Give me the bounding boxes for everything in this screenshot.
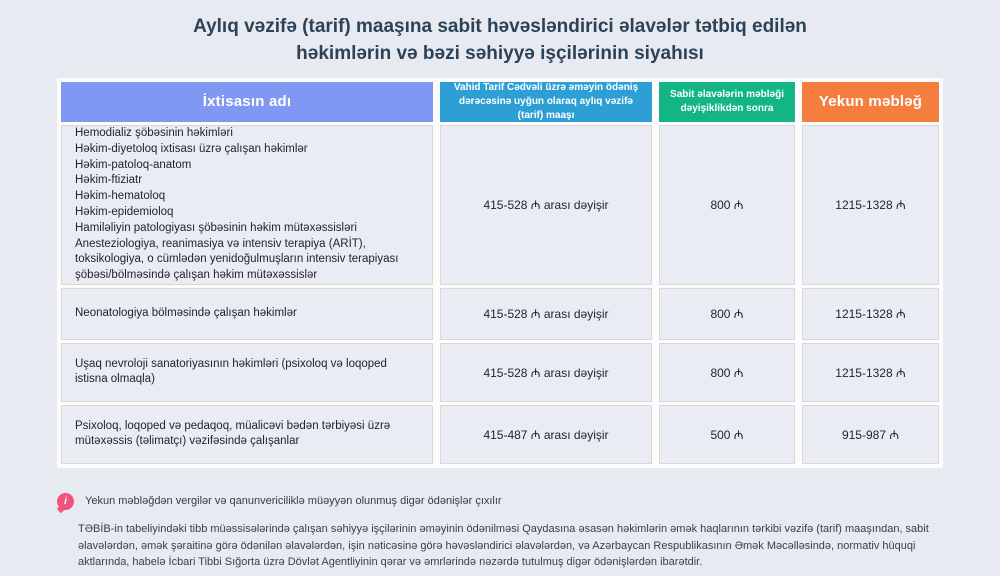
fixed-addition-cell: 800 ₼ xyxy=(659,288,795,340)
specialty-line: Həkim-ftiziatr xyxy=(75,174,143,187)
specialty-line: Neonatologiya bölməsində çalışan həkimlər xyxy=(75,307,297,320)
salary-cell: 415-528 ₼ arası dəyişir xyxy=(440,343,652,402)
total-cell: 915-987 ₼ xyxy=(802,405,939,464)
specialty-line: Həkim-diyetoloq ixtisası üzrə çalışan həkimlər xyxy=(75,142,308,155)
specialty-cell xyxy=(61,343,433,402)
salary-cell: 415-528 ₼ arası dəyişir xyxy=(440,125,652,285)
specialty-line: Hamiləliyin patologiyası şöbəsinin həkim mütəxəssisləri xyxy=(75,221,357,234)
header-cell-specialty: İxtisasın adı xyxy=(61,82,433,122)
specialty-line: Anesteziologiya, reanimasiya və intensiv terapiya (ARİT), toksikologiya, o cümlədən yenidoğulmuşların intensiv terapiyası şöbəsi/bölməsində çalışan həkim mütəxəssislər xyxy=(75,237,399,282)
info-icon: i xyxy=(57,493,74,510)
salary-table xyxy=(57,78,943,468)
specialty-line: Həkim-epidemioloq xyxy=(75,205,174,218)
specialty-cell xyxy=(61,288,433,340)
header-cell-total: Yekun məbləğ xyxy=(802,82,939,122)
specialty-line: Həkim-patoloq-anatom xyxy=(75,158,192,171)
header-cell-salary: Vahid Tarif Cədvəli üzrə əməyin ödəniş dərəcəsinə uyğun olaraq aylıq vəzifə (tarif) maaşı xyxy=(440,82,652,122)
header-cell-fixed-addition: Sabit əlavələrin məbləği dəyişiklikdən sonra xyxy=(659,82,795,122)
fixed-addition-cell: 800 ₼ xyxy=(659,125,795,285)
info-note-text: Yekun məbləğdən vergilər və qanunvericiliklə müəyyən olunmuş digər ödənişlər çıxılır xyxy=(85,495,502,508)
info-note xyxy=(57,493,1000,510)
footer-paragraph: TƏBİB-in tabeliyindəki tibb müəssisələrində çalışan səhiyyə işçilərinin əməyinin ödənilməsi Qaydasına əsasən həkimlərin əmək haqlarının tərkibi vəzifə (tarif) maaşından, sabit əlavələrdən, əmək şəraitinə görə ödənilən əlavələrdən, işin nəticəsinə görə həvəsləndirici əlavələrdən, və Azərbaycan Respublikasının Əmək Məcəlləsində, normativ hüquqi aktlarında, habelə İcbari Tibbi Sığorta üzrə Dövlət Agentliyinin qərar və əmrlərində nəzərdə tutulmuş digər ödənişlərdən ibarətdir. xyxy=(78,522,929,569)
fixed-addition-cell: 800 ₼ xyxy=(659,343,795,402)
specialty-cell xyxy=(61,125,433,285)
salary-cell: 415-487 ₼ arası dəyişir xyxy=(440,405,652,464)
specialty-line: Həkim-hematoloq xyxy=(75,190,166,203)
specialty-cell xyxy=(61,405,433,464)
total-cell: 1215-1328 ₼ xyxy=(802,288,939,340)
salary-cell: 415-528 ₼ arası dəyişir xyxy=(440,288,652,340)
page-title-line2: həkimlərin və bəzi səhiyyə işçilərinin siyahısı xyxy=(296,42,704,64)
page-title-line1: Aylıq vəzifə (tarif) maaşına sabit həvəsləndirici əlavələr tətbiq edilən xyxy=(193,16,807,37)
specialty-line: Hemodializ şöbəsinin həkimləri xyxy=(75,126,233,139)
specialty-line: Psixoloq, loqoped və pedaqoq, müalicəvi bədən tərbiyəsi üzrə mütəxəssis (təlimatçı) vəzifəsində çalışanlar xyxy=(75,419,391,448)
total-cell: 1215-1328 ₼ xyxy=(802,343,939,402)
total-cell: 1215-1328 ₼ xyxy=(802,125,939,285)
page-title xyxy=(50,14,950,68)
specialty-line: Uşaq nevroloji sanatoriyasının həkimləri (psixoloq və loqoped istisna olmaqla) xyxy=(75,357,387,386)
fixed-addition-cell: 500 ₼ xyxy=(659,405,795,464)
